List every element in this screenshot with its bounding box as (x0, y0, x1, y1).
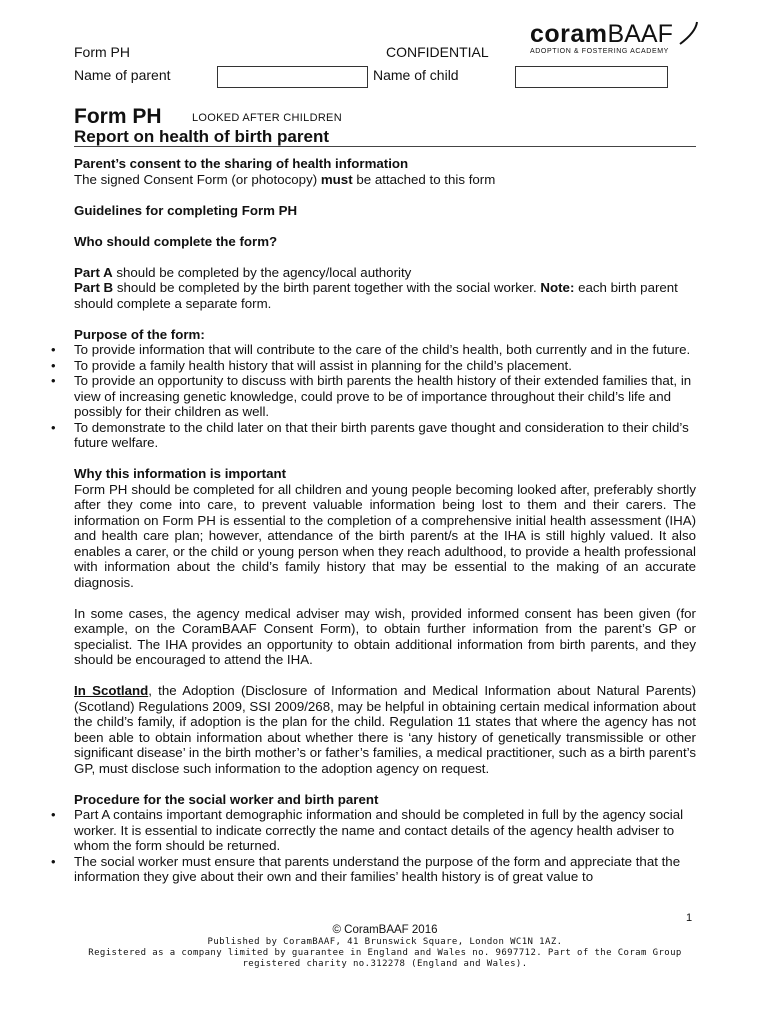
title-divider (74, 146, 696, 147)
footer-copyright: © CoramBAAF 2016 (332, 924, 438, 936)
logo-brand-bold: coram (530, 20, 608, 48)
form-category: LOOKED AFTER CHILDREN (192, 112, 342, 124)
why-heading: Why this information is important (74, 466, 287, 481)
name-of-child-field[interactable] (515, 66, 668, 88)
purpose-item-text: To provide an opportunity to discuss with birth parents the health history of their extended families that, in view of increasing genetic knowledge, could prove to be of importance throughout their child’s life and possibly for their children as well. (74, 373, 692, 419)
confidential-label: CONFIDENTIAL (386, 44, 489, 60)
list-item (51, 419, 696, 451)
why-paragraph-1: Form PH should be completed for all children and young people becoming looked after, preferably shortly after they come into care, to prevent valuable information being lost to them and their carers. The information on Form PH is essential to the completion of a comprehensive initial health assessment (IHA) and health care plan; however, attendance of the birth parent/s at the IHA is still highly valued. It also enables a carer, or the child or young person when they reach adulthood, to provide a health professional with information about the child’s family history that may be essential to the making of an accurate diagnosis. (74, 481, 696, 590)
consent-text-before: The signed Consent Form (or photocopy) (74, 171, 321, 187)
why-paragraph-2: In some cases, the agency medical adviser may wish, provided informed consent has been given (for example, on the CoramBAAF Consent Form), to obtain further information from the parent’s GP or specialist. The IHA provides an opportunity to obtain additional information from birth parents, and they should be encouraged to attend the IHA. (74, 605, 696, 667)
consent-heading: Parent’s consent to the sharing of health information (74, 156, 409, 171)
name-of-parent-label: Name of parent (74, 67, 171, 83)
note-label: Note: (540, 280, 575, 295)
list-item (51, 807, 696, 854)
purpose-item-text: To provide a family health history that will assist in planning for the child’s placement. (74, 357, 572, 373)
part-a-text (74, 265, 696, 281)
scotland-label: In Scotland (74, 683, 149, 698)
list-item (51, 342, 696, 358)
footer-published: Published by CoramBAAF, 41 Brunswick Square, London WC1N 1AZ. (207, 937, 563, 947)
part-b-desc: should be completed by the birth parent together with the social worker. (113, 280, 541, 295)
purpose-list (51, 342, 696, 451)
logo-brand-thin: BAAF (607, 20, 673, 48)
scotland-paragraph (74, 683, 696, 776)
corambaaf-logo (530, 22, 700, 58)
form-label: Form PH (74, 44, 130, 60)
logo-swoosh-icon (678, 20, 700, 46)
purpose-item-text: To provide information that will contribute to the care of the child’s health, both currently and in the future. (74, 342, 691, 357)
page-number: 1 (686, 912, 693, 924)
part-a-desc: should be completed by the agency/local authority (112, 264, 412, 280)
list-item (51, 853, 696, 885)
name-of-parent-field[interactable] (217, 66, 368, 88)
list-item (51, 373, 696, 420)
consent-text (74, 172, 696, 188)
form-subtitle: Report on health of birth parent (74, 127, 329, 146)
logo-tagline: ADOPTION & FOSTERING ACADEMY (530, 48, 669, 55)
procedure-heading: Procedure for the social worker and birth parent (74, 791, 379, 807)
bullet-icon: • (51, 373, 56, 388)
bullet-icon: • (51, 342, 56, 357)
form-title: Form PH (74, 105, 162, 128)
note-text: each birth parent should complete a separate form. (74, 280, 678, 311)
form-guidance-content (51, 156, 696, 885)
list-item (51, 357, 696, 374)
purpose-heading: Purpose of the form: (74, 326, 205, 342)
bullet-icon: • (51, 419, 56, 435)
bullet-icon: • (51, 357, 56, 373)
part-b-label: Part B (74, 280, 114, 295)
part-b-text (74, 280, 696, 311)
purpose-item-text: To demonstrate to the child later on that their birth parents gave thought and consideration to their child’s future welfare. (74, 419, 689, 450)
footer-registered: Registered as a company limited by guarantee in England and Wales no. 9697712. Part of the Coram Group registered charity no.312278 (England and Wales). (88, 948, 682, 969)
scotland-text: , the Adoption (Disclosure of Information and Medical Information about Natural Parents) (Scotland) Regulations 2009, SSI 2009/268, may be helpful in obtaining certain medical information about the child’s family, if adoption is the plan for the child. Regulation 11 states that where the agency has not been able to obtain information about whether there is ‘any history of genetically transmissible or other significant disease’ in the birth mother’s or father’s families, a medical practitioner, such as a birth parent’s GP, must disclose such information to the adoption agency on request. (74, 683, 696, 776)
bullet-icon: • (51, 807, 56, 822)
part-a-label: Part A (74, 264, 113, 280)
who-heading: Who should complete the form? (74, 233, 278, 249)
guidelines-heading: Guidelines for completing Form PH (74, 202, 298, 218)
procedure-list (51, 807, 696, 885)
procedure-item-text: Part A contains important demographic information and should be completed in full by the agency social worker. It is essential to indicate correctly the name and contact details of the agency health adviser to whom the form should be returned. (74, 807, 684, 853)
bullet-icon: • (51, 853, 56, 869)
consent-text-after: be attached to this form (352, 171, 496, 187)
name-of-child-label: Name of child (373, 67, 459, 83)
procedure-item-text: The social worker must ensure that parents understand the purpose of the form and appreciate that the information they give about their own and their families’ health history is of great value to (74, 853, 681, 884)
consent-text-bold: must (320, 171, 353, 187)
